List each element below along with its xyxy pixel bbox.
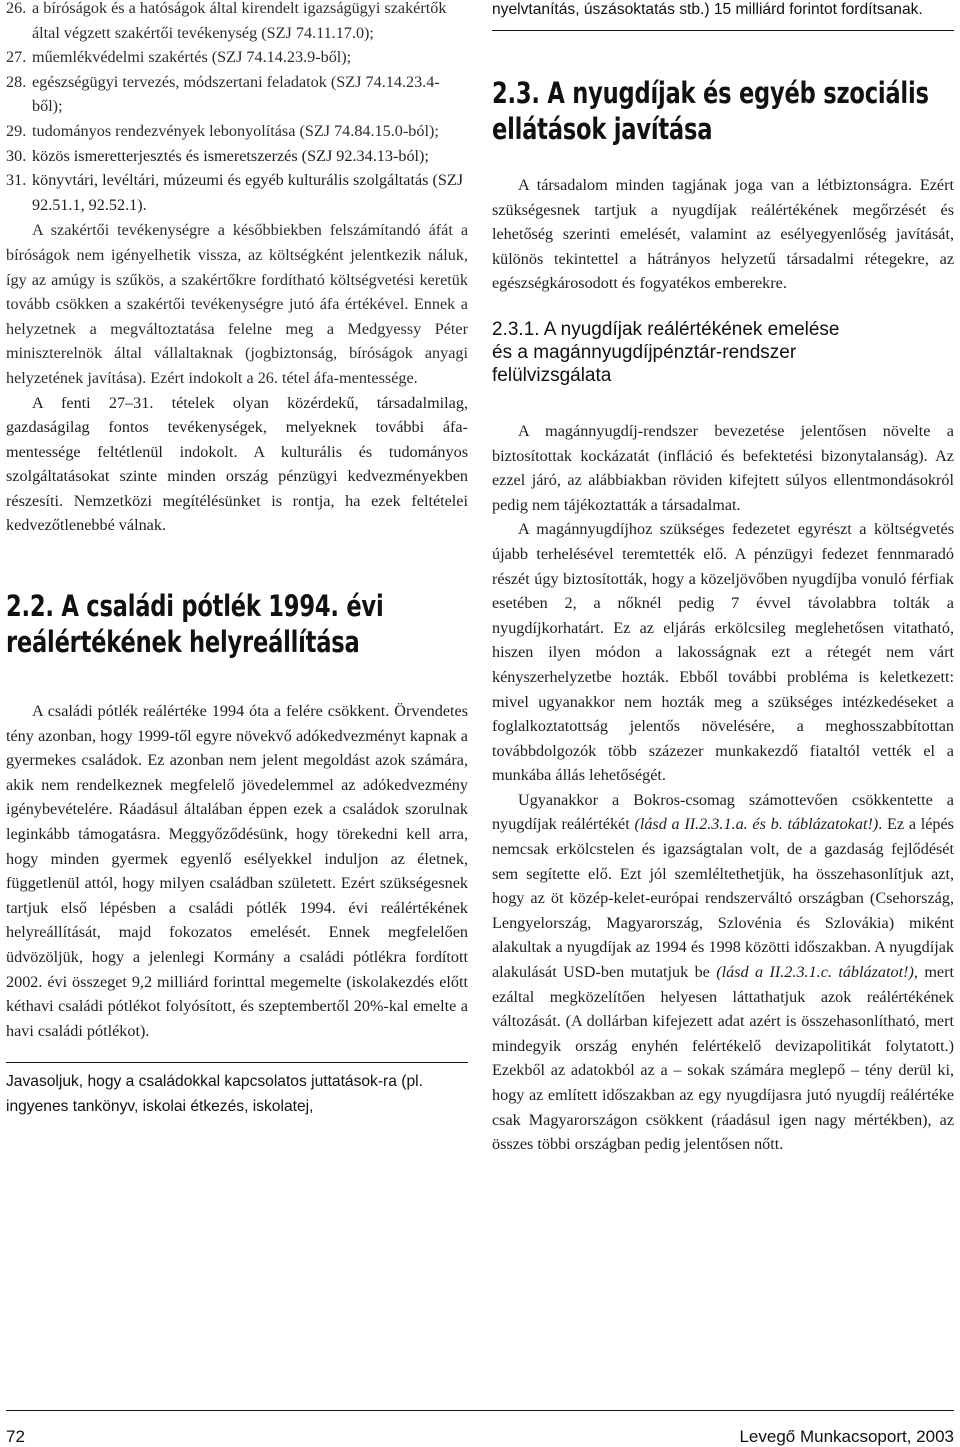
body-paragraph: A fenti 27–31. tételek olyan közérdekű, társadalmilag, gazdaságilag fontos tevékenységek, melyeknek további áfa-mentessége feltétlenül indokolt. A kulturális és tudományos szolgáltatásokat szinte minden ország pénzügyi kedvezményekben részesíti. Nemzetközi megítélésünket is rontja, ha ezek feltételei kedvezőtlenebbé válnak.: [6, 393, 468, 535]
section-heading-line: 2.2. A családi pótlék 1994. évi: [6, 589, 384, 624]
section-heading: [6, 588, 468, 668]
page-number: 72: [6, 1427, 25, 1446]
sub-heading: [492, 318, 954, 387]
body-paragraph: A társadalom minden tagjának joga van a létbiztonságra. Ezért szükségesnek tartjuk a nyugdíjak reálértékének megőrzését és lehetőség szerinti emelését, valamint az esélyegyenlőség javítását, különös tekintettel a hátrányos helyzetű társadalmi rétegekre, az egészségkárosodott és fogyatékos emberekre.: [492, 176, 954, 293]
sub-heading-line: 2.3.1. A nyugdíjak reálértékének emelése: [492, 318, 840, 340]
list-item: 30. közös ismeretterjesztés és ismeretszerzés (SZJ 92.34.13-ból);: [6, 146, 429, 165]
right-column: [492, 0, 954, 1157]
list-item: 26. a bíróságok és a hatóságok által kirendelt igazságügyi szakértők által végzett szakértői tevékenység (SZJ 74.11.17.0);: [6, 0, 447, 42]
exemption-list: [6, 0, 468, 217]
list-item: 31. könyvtári, levéltári, múzeumi és egyéb kulturális szolgáltatás (SZJ 92.51.1, 92.52.1).: [6, 171, 464, 214]
sub-heading-line: felülvizsgálata: [492, 364, 612, 386]
proposal-rule: [492, 30, 954, 31]
body-paragraph: A magánnyugdíj-rendszer bevezetése jelentősen növelte a biztosítottak kockázatát (infláció és befektetési bizonytalanság). Az ezzel járó, az alábbiakban röviden kifejtett súlyos ellentmondásokról pedig nem tájékoztatták a társadalmat.: [492, 421, 954, 514]
body-paragraph: A családi pótlék reálértéke 1994 óta a felére csökkent. Örvendetes tény azonban, hogy 1999-től egyre növekvő adókedvezményt kapnak a gyermekes családok. Ez azonban nem jelent megoldást azok számára, akik nem rendelkeznek megfelelő jövedelemmel az adókedvezmény igénybevételére. Ráadásul általában éppen ezek a családok szorulnak leginkább támogatásra. Meggyőződésünk, hogy törekedni kell arra, hogy minden gyermek egyenlő esélyekkel induljon az életnek, függetlenül attól, hogy milyen családban született. Ezért szükségesnek tartjuk első lépésben a családi pótlék 1994. évi reálértékének helyreállítását, majd fokozatos emelését. Ennek megfelelően üdvözöljük, hogy a jelenlegi Kormány a családi pótlékra fordított 2002. évi összeget 9,2 milliárd forinttal megemelte (iskolakezdés előtt kéthavi családi pótlékot folyósított, és szeptembertől 20%-kal emelte a havi családi pótlékot).: [6, 702, 468, 1040]
section-heading: [492, 75, 954, 151]
page-footer: [6, 1410, 954, 1446]
section-heading-line: reálértékének helyreállítása: [6, 625, 360, 660]
proposal-text: nyelvtanítás, úszásoktatás stb.) 15 milliárd forintot fordítsanak.: [492, 1, 923, 18]
list-item: 28. egészségügyi tervezés, módszertani feladatok (SZJ 74.14.23.4-ből);: [6, 72, 440, 116]
section-heading-line: 2.3. A nyugdíjak és egyéb szociális: [492, 76, 929, 110]
table-reference: (lásd a II.2.3.1.c. táblázatot!): [716, 963, 914, 982]
list-item: 29. tudományos rendezvények lebonyolítása (SZJ 74.84.15.0-ból);: [6, 121, 439, 140]
list-item: 27. műemlékvédelmi szakértés (SZJ 74.14.23.9-ből);: [6, 48, 352, 67]
proposal-text: Javasoljuk, hogy a családokkal kapcsolatos juttatások-ra (pl. ingyenes tankönyv, iskolai étkezés, iskolatej,: [6, 1073, 423, 1116]
body-paragraph: A szakértői tevékenységre a későbbiekben felszámítandó áfát a bíróságok nem igényelhetik vissza, az költségként jelentkezik náluk, így az amúgy is szűkös, a szakértőkre fordítható költségvetési keretük tovább csökken a szakértői tevékenységre jutó áfa értékével. Ennek a helyzetnek a megváltoztatása felelne meg a Medgyessy Péter miniszterelnök által vállaltaknak (jogbiztonság, bíróságok anyagi helyzetének javítása). Ezért indokolt a 26. tétel áfa-mentessége.: [6, 221, 468, 387]
table-reference: (lásd a II.2.3.1.a. és b. táblázatokat!): [634, 815, 879, 834]
publisher-credit: Levegő Munkacsoport, 2003: [739, 1427, 954, 1446]
sub-heading-line: és a magánnyugdíjpénztár-rendszer: [492, 341, 797, 363]
left-column: [6, 0, 468, 1119]
body-paragraph: Ugyanakkor a Bokros-csomag számottevően csökkentette a nyugdíjak reálértékét (lásd a II.2.3.1.a. és b. táblázatokat!). Ez a lépés nemcsak erkölcstelen és igazságtalan volt, de a gazdaság fejlődését sem segítette elő. Ezt jól szemléltethetjük, ha összehasonlítjuk azt, hogy az öt közép-kelet-európai rendszerváltó országban (Csehország, Lengyelország, Magyarország, Szlovénia és Szlovákia) miként alakultak a nyugdíjak az 1994 és 1998 közötti időszakban. A nyugdíjak alakulását USD-ben mutatjuk be (lásd a II.2.3.1.c. táblázatot!), mert ezáltal megközelítően helyesen láttathatjuk azok reálértékének változását. (A dollárban kifejezett adat azért is összehasonlítható, mert mindegyik ország enyhén felértékelő devizapolitikát folytatott.) Ezekből az adatokból az a – sokak számára meglepő – tény derül ki, hogy az említett időszakban az egy nyugdíjasra jutó nyugdíj reálértéke csak Magyarországon csökkent (ráadásul igen nagy mértékben), az összes többi országban pedig jelentősen nőtt.: [492, 790, 954, 1154]
body-paragraph: A magánnyugdíjhoz szükséges fedezetet egyrészt a költségvetés újabb terhelésével teremtették elő. A pénzügyi fedezet fennmaradó részét úgy biztosították, hogy a közeljövőben nyugdíjba vonuló férfiak esetében 2, a nőknél pedig 7 évvel távolabbra tolták a nyugdíjkorhatárt. Ez az eljárás erkölcsileg meglehetősen vitatható, hiszen ilyen módon a lakosságnak ezt a rétegét nem várt kényszerhelyzetbe hozták. Ebből további probléma is keletkezett: mivel ugyanakkor nem hozták meg a szükséges intézkedéseket a foglalkoztatottság jelentős növelésére, a meghosszabbítottan továbbdolgozók több százezer munkakezdő fiataltól vették el a munkába állás lehetőségét.: [492, 520, 954, 785]
proposal-rule: [6, 1062, 468, 1063]
section-heading-line: ellátások javítása: [492, 112, 713, 146]
